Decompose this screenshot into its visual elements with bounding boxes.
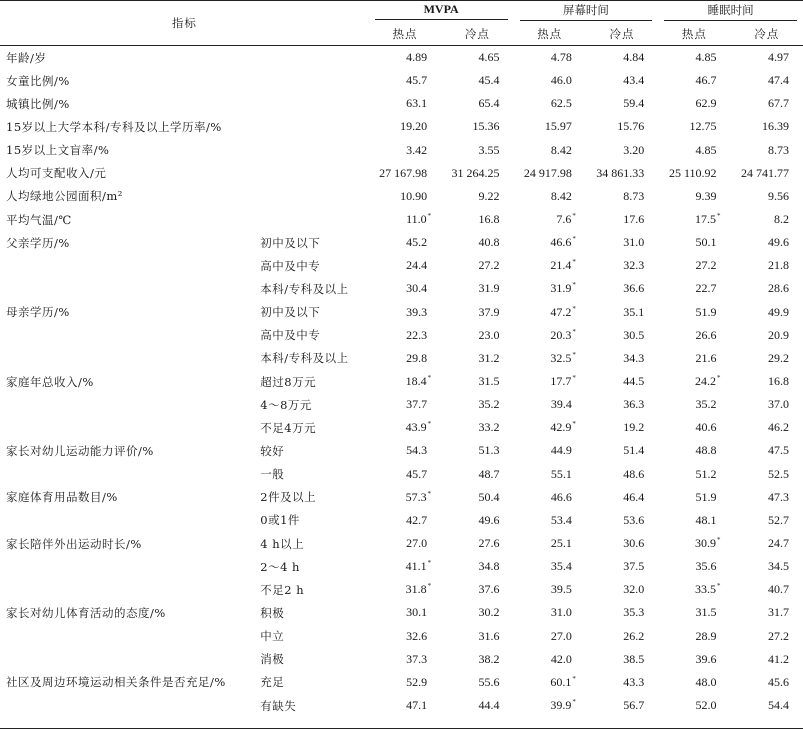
subcol-cold: 冷点 bbox=[441, 22, 513, 46]
value-cell: 48.7 bbox=[478, 466, 500, 481]
category-label bbox=[256, 162, 369, 185]
value-cell: 27.2 bbox=[478, 258, 500, 273]
value-cell: 47.1 bbox=[406, 698, 428, 712]
significance-marker: * bbox=[427, 212, 432, 221]
value-cell: 39.6 bbox=[695, 651, 717, 666]
value-cell: 26.2 bbox=[623, 628, 645, 643]
value-cell: 27.2 bbox=[695, 258, 717, 273]
value-cell: 31 264.25 bbox=[451, 165, 500, 180]
value-cell: 67.7 bbox=[768, 96, 789, 111]
value-cell: 48.6 bbox=[623, 466, 645, 481]
indicator-label bbox=[0, 254, 256, 277]
value-cell: 37.3 bbox=[406, 651, 428, 666]
top-rule bbox=[0, 0, 803, 1]
value-cell: 49.6 bbox=[768, 235, 789, 250]
value-cell: 34 861.33 bbox=[596, 165, 645, 180]
value-cell: 11.0* bbox=[406, 212, 432, 227]
value-cell: 9.22 bbox=[478, 188, 500, 203]
table-row bbox=[0, 92, 803, 115]
value-cell: 28.6 bbox=[768, 281, 789, 296]
table-header bbox=[0, 0, 803, 46]
value-cell: 43.3 bbox=[623, 674, 645, 689]
value-cell: 8.42 bbox=[550, 142, 572, 157]
category-label: 4 h以上 bbox=[260, 536, 305, 551]
value-cell: 31.0 bbox=[623, 235, 645, 250]
value-cell: 46.4 bbox=[623, 489, 645, 504]
value-cell: 37.0 bbox=[768, 397, 789, 412]
value-cell: 32.6 bbox=[406, 628, 428, 643]
value-cell: 43.9* bbox=[405, 420, 432, 435]
value-cell: 8.42 bbox=[550, 188, 572, 203]
value-cell: 27 167.98 bbox=[379, 165, 428, 180]
value-cell: 21.8 bbox=[768, 258, 789, 273]
category-label: 4～8万元 bbox=[260, 397, 312, 412]
value-cell: 48.1 bbox=[695, 512, 717, 527]
indicator-label bbox=[0, 555, 256, 578]
table-body bbox=[0, 46, 803, 718]
value-cell: 40.7 bbox=[768, 582, 789, 597]
value-cell: 33.2 bbox=[478, 420, 500, 435]
significance-marker: * bbox=[572, 698, 576, 706]
category-label: 本科/专科及以上 bbox=[260, 351, 349, 366]
value-cell: 35.6 bbox=[695, 559, 717, 574]
indicator-label: 城镇比例/% bbox=[6, 96, 70, 111]
significance-marker: * bbox=[427, 374, 432, 383]
value-cell: 35.2 bbox=[478, 397, 500, 412]
indicator-label: 家长陪伴外出运动时长/% bbox=[6, 536, 142, 551]
table-row bbox=[0, 555, 803, 578]
value-cell: 30.1 bbox=[406, 605, 428, 620]
value-cell: 50.4 bbox=[478, 489, 500, 504]
value-cell: 27.2 bbox=[768, 628, 789, 643]
value-cell: 46.6* bbox=[550, 235, 576, 250]
table-row bbox=[0, 578, 803, 601]
value-cell: 48.0 bbox=[695, 674, 717, 689]
category-label: 高中及中专 bbox=[260, 258, 321, 273]
value-cell: 24.4 bbox=[406, 258, 428, 273]
value-cell: 31.2 bbox=[478, 350, 500, 365]
indicator-label bbox=[0, 277, 256, 300]
value-cell: 17.5* bbox=[695, 212, 721, 227]
value-cell: 45.6 bbox=[768, 674, 789, 689]
value-cell: 31.9 bbox=[478, 281, 500, 296]
value-cell: 45.7 bbox=[406, 73, 428, 88]
value-cell: 4.97 bbox=[768, 50, 789, 65]
value-cell: 51.2 bbox=[695, 466, 717, 481]
value-cell: 37.9 bbox=[478, 304, 500, 319]
value-cell: 62.5 bbox=[550, 96, 572, 111]
significance-marker: * bbox=[572, 674, 576, 683]
significance-marker: * bbox=[427, 420, 432, 429]
value-cell: 32.0 bbox=[623, 582, 645, 597]
indicator-label bbox=[0, 393, 256, 416]
value-cell: 54.4 bbox=[768, 698, 789, 712]
value-cell: 20.3* bbox=[550, 327, 576, 342]
value-cell: 37.6 bbox=[478, 582, 500, 597]
value-cell: 29.2 bbox=[768, 350, 789, 365]
value-cell: 3.20 bbox=[623, 142, 645, 157]
value-cell: 9.39 bbox=[695, 188, 717, 203]
value-cell: 52.0 bbox=[695, 698, 717, 712]
value-cell: 19.20 bbox=[400, 119, 428, 134]
indicator-label bbox=[0, 324, 256, 347]
value-cell: 36.6 bbox=[623, 281, 645, 296]
value-cell: 30.5 bbox=[623, 327, 645, 342]
significance-marker: * bbox=[572, 304, 576, 313]
value-cell: 31.6 bbox=[478, 628, 500, 643]
value-cell: 53.6 bbox=[623, 512, 645, 527]
table-row bbox=[0, 185, 803, 208]
group-header-screen-time: 屏幕时间 bbox=[514, 0, 659, 22]
value-cell: 37.7 bbox=[406, 397, 428, 412]
value-cell: 47.4 bbox=[768, 73, 789, 88]
value-cell: 51.9 bbox=[695, 489, 717, 504]
category-label bbox=[256, 69, 369, 92]
value-cell: 59.4 bbox=[623, 96, 645, 111]
value-cell: 49.9 bbox=[768, 304, 789, 319]
value-cell: 48.8 bbox=[695, 443, 717, 458]
significance-marker: * bbox=[572, 327, 576, 336]
value-cell: 52.7 bbox=[768, 512, 789, 527]
significance-marker: * bbox=[572, 212, 576, 221]
category-label bbox=[256, 92, 369, 115]
value-cell: 35.4 bbox=[550, 559, 572, 574]
indicator-label bbox=[0, 578, 256, 601]
value-cell: 15.76 bbox=[617, 119, 645, 134]
value-cell: 31.5 bbox=[478, 374, 500, 389]
value-cell: 34.8 bbox=[478, 559, 500, 574]
value-cell: 43.4 bbox=[623, 73, 645, 88]
table-row bbox=[0, 601, 803, 624]
category-label: 较好 bbox=[260, 443, 285, 458]
significance-marker: * bbox=[427, 582, 432, 591]
value-cell: 40.6 bbox=[695, 420, 717, 435]
value-cell: 46.2 bbox=[768, 420, 789, 435]
category-label: 充足 bbox=[260, 675, 285, 690]
value-cell: 7.6* bbox=[556, 212, 576, 227]
value-cell: 41.1* bbox=[405, 559, 432, 574]
subcol-cold: 冷点 bbox=[731, 22, 803, 46]
table-row bbox=[0, 439, 803, 462]
value-cell: 39.4 bbox=[550, 397, 572, 412]
value-cell: 4.85 bbox=[695, 142, 717, 157]
value-cell: 26.6 bbox=[695, 327, 717, 342]
value-cell: 49.6 bbox=[478, 512, 500, 527]
value-cell: 23.0 bbox=[478, 327, 500, 342]
value-cell: 65.4 bbox=[478, 96, 500, 111]
value-cell: 16.39 bbox=[762, 119, 789, 134]
indicator-label: 女童比例/% bbox=[6, 73, 70, 88]
table-row bbox=[0, 324, 803, 347]
category-label bbox=[256, 208, 369, 231]
value-cell: 30.6 bbox=[623, 536, 645, 551]
value-cell: 60.1* bbox=[550, 674, 576, 689]
indicator-label bbox=[0, 648, 256, 671]
indicator-label: 人均可支配收入/元 bbox=[6, 166, 107, 181]
value-cell: 54.3 bbox=[406, 443, 428, 458]
table-row bbox=[0, 370, 803, 393]
category-label: 初中及以下 bbox=[260, 235, 321, 250]
table-row bbox=[0, 694, 803, 717]
table-row bbox=[0, 671, 803, 694]
value-cell: 45.7 bbox=[406, 466, 428, 481]
value-cell: 24.7 bbox=[768, 536, 789, 551]
value-cell: 25.1 bbox=[550, 536, 572, 551]
value-cell: 45.2 bbox=[406, 235, 428, 250]
value-cell: 29.8 bbox=[406, 350, 428, 365]
value-cell: 3.55 bbox=[478, 142, 500, 157]
value-cell: 51.3 bbox=[478, 443, 500, 458]
category-label: 本科/专科及以上 bbox=[260, 281, 349, 296]
value-cell: 18.4* bbox=[405, 374, 432, 389]
indicator-label: 家庭年总收入/% bbox=[6, 374, 94, 389]
value-cell: 46.6 bbox=[550, 489, 572, 504]
table-row bbox=[0, 46, 803, 70]
table-row bbox=[0, 254, 803, 277]
value-cell: 4.65 bbox=[478, 50, 500, 65]
value-cell: 27.6 bbox=[478, 536, 500, 551]
category-label: 消极 bbox=[260, 652, 285, 667]
category-label: 不足2 h bbox=[260, 582, 305, 597]
value-cell: 17.6 bbox=[623, 212, 645, 227]
value-cell: 12.75 bbox=[689, 119, 717, 134]
value-cell: 33.5* bbox=[695, 582, 721, 597]
significance-marker: * bbox=[717, 536, 721, 545]
indicator-label bbox=[0, 509, 256, 532]
value-cell: 46.0 bbox=[550, 73, 572, 88]
value-cell: 16.8 bbox=[478, 212, 500, 227]
table-row bbox=[0, 347, 803, 370]
category-label: 2～4 h bbox=[260, 559, 300, 574]
indicator-label: 社区及周边环境运动相关条件是否充足/% bbox=[6, 675, 226, 690]
category-label: 超过8万元 bbox=[260, 374, 317, 389]
table-row bbox=[0, 532, 803, 555]
value-cell: 36.3 bbox=[623, 397, 645, 412]
value-cell: 8.73 bbox=[623, 188, 645, 203]
value-cell: 37.5 bbox=[623, 559, 645, 574]
value-cell: 30.4 bbox=[406, 281, 428, 296]
value-cell: 63.1 bbox=[406, 96, 428, 111]
value-cell: 32.3 bbox=[623, 258, 645, 273]
value-cell: 9.56 bbox=[768, 188, 789, 203]
value-cell: 39.9* bbox=[550, 698, 576, 712]
group-header-sleep-time: 睡眠时间 bbox=[658, 0, 803, 22]
category-label: 高中及中专 bbox=[260, 328, 321, 343]
table-row bbox=[0, 625, 803, 648]
value-cell: 57.3* bbox=[405, 489, 432, 504]
table-row bbox=[0, 69, 803, 92]
indicator-label bbox=[0, 416, 256, 439]
value-cell: 25 110.92 bbox=[668, 165, 717, 180]
value-cell: 47.3 bbox=[768, 489, 789, 504]
indicator-label: 家长对幼儿体育活动的态度/% bbox=[6, 605, 166, 620]
value-cell: 30.9* bbox=[695, 536, 721, 551]
value-cell: 8.73 bbox=[768, 142, 789, 157]
indicator-label: 年龄/岁 bbox=[6, 50, 47, 65]
bottom-rule bbox=[0, 728, 803, 729]
value-cell: 15.36 bbox=[472, 119, 500, 134]
value-cell: 34.3 bbox=[623, 350, 645, 365]
value-cell: 41.2 bbox=[768, 651, 789, 666]
significance-marker: * bbox=[572, 281, 576, 290]
value-cell: 20.9 bbox=[768, 327, 789, 342]
value-cell: 19.2 bbox=[623, 420, 645, 435]
significance-marker: * bbox=[572, 258, 576, 267]
value-cell: 47.2* bbox=[550, 304, 576, 319]
value-cell: 4.84 bbox=[623, 50, 645, 65]
category-label: 中立 bbox=[260, 629, 285, 644]
indicator-label: 家长对幼儿运动能力评价/% bbox=[6, 443, 154, 458]
category-label: 有缺失 bbox=[260, 698, 297, 713]
table-row bbox=[0, 162, 803, 185]
category-label: 积极 bbox=[260, 605, 285, 620]
category-label: 一般 bbox=[260, 467, 285, 482]
value-cell: 51.4 bbox=[623, 443, 645, 458]
subcol-hot: 热点 bbox=[658, 22, 730, 46]
value-cell: 45.4 bbox=[478, 73, 500, 88]
value-cell: 31.8* bbox=[405, 582, 432, 597]
table-row bbox=[0, 139, 803, 162]
table-row bbox=[0, 486, 803, 509]
significance-marker: * bbox=[427, 559, 432, 568]
value-cell: 38.5 bbox=[623, 651, 645, 666]
value-cell: 31.5 bbox=[695, 605, 717, 620]
subcol-hot: 热点 bbox=[514, 22, 586, 46]
value-cell: 28.9 bbox=[695, 628, 717, 643]
indicator-label: 15岁以上大学本科/专科及以上学历率/% bbox=[6, 119, 222, 134]
value-cell: 50.1 bbox=[695, 235, 717, 250]
table-row bbox=[0, 416, 803, 439]
indicator-label: 家庭体育用品数目/% bbox=[6, 490, 118, 505]
indicator-label bbox=[0, 694, 256, 717]
indicator-label bbox=[0, 625, 256, 648]
significance-marker: * bbox=[717, 374, 721, 383]
value-cell: 39.5 bbox=[550, 582, 572, 597]
value-cell: 21.4* bbox=[550, 258, 576, 273]
indicator-label: 平均气温/℃ bbox=[6, 212, 72, 227]
subcol-hot: 热点 bbox=[369, 22, 441, 46]
value-cell: 22.7 bbox=[695, 281, 717, 296]
value-cell: 38.2 bbox=[478, 651, 500, 666]
category-label bbox=[256, 185, 369, 208]
value-cell: 4.85 bbox=[695, 50, 717, 65]
value-cell: 8.2 bbox=[774, 212, 789, 227]
indicator-label bbox=[0, 347, 256, 370]
value-cell: 17.7* bbox=[550, 374, 576, 389]
table-row bbox=[0, 463, 803, 486]
value-cell: 56.7 bbox=[623, 698, 645, 712]
indicator-header: 指标 bbox=[0, 0, 369, 46]
indicator-label bbox=[0, 463, 256, 486]
value-cell: 24 917.98 bbox=[523, 165, 572, 180]
category-label bbox=[256, 115, 369, 138]
category-label: 初中及以下 bbox=[260, 305, 321, 320]
table-row bbox=[0, 231, 803, 254]
significance-marker: * bbox=[572, 420, 576, 429]
table-row bbox=[0, 648, 803, 671]
table-row bbox=[0, 509, 803, 532]
value-cell: 44.4 bbox=[478, 698, 500, 712]
value-cell: 27.0 bbox=[550, 628, 572, 643]
value-cell: 52.9 bbox=[406, 674, 428, 689]
value-cell: 30.2 bbox=[478, 605, 500, 620]
indicator-label: 人均绿地公园面积/m² bbox=[6, 189, 123, 204]
value-cell: 52.5 bbox=[768, 466, 789, 481]
indicator-label: 母亲学历/% bbox=[6, 305, 70, 320]
value-cell: 47.5 bbox=[768, 443, 789, 458]
value-cell: 3.42 bbox=[406, 142, 428, 157]
value-cell: 16.8 bbox=[768, 374, 789, 389]
value-cell: 35.3 bbox=[623, 605, 645, 620]
value-cell: 31.0 bbox=[550, 605, 572, 620]
value-cell: 51.9 bbox=[695, 304, 717, 319]
value-cell: 31.7 bbox=[768, 605, 789, 620]
category-label bbox=[256, 46, 369, 70]
table-row bbox=[0, 301, 803, 324]
value-cell: 4.78 bbox=[550, 50, 572, 65]
significance-marker: * bbox=[572, 374, 576, 383]
significance-marker: * bbox=[572, 235, 576, 244]
value-cell: 44.5 bbox=[623, 374, 645, 389]
value-cell: 35.1 bbox=[623, 304, 645, 319]
table-row bbox=[0, 277, 803, 300]
value-cell: 55.1 bbox=[550, 466, 572, 481]
table-row bbox=[0, 115, 803, 138]
value-cell: 35.2 bbox=[695, 397, 717, 412]
value-cell: 24.2* bbox=[695, 374, 721, 389]
indicator-label: 15岁以上文盲率/% bbox=[6, 143, 110, 158]
value-cell: 10.90 bbox=[400, 188, 428, 203]
value-cell: 42.7 bbox=[406, 512, 428, 527]
value-cell: 27.0 bbox=[406, 536, 428, 551]
value-cell: 15.97 bbox=[544, 119, 572, 134]
value-cell: 39.3 bbox=[406, 304, 428, 319]
table-row bbox=[0, 208, 803, 231]
significance-marker: * bbox=[717, 212, 721, 221]
category-label: 不足4万元 bbox=[260, 420, 317, 435]
category-label: 0或1件 bbox=[260, 513, 300, 528]
significance-marker: * bbox=[572, 350, 576, 359]
value-cell: 32.5* bbox=[550, 350, 576, 365]
value-cell: 42.9* bbox=[550, 420, 576, 435]
indicator-label: 父亲学历/% bbox=[6, 235, 70, 250]
value-cell: 22.3 bbox=[406, 327, 428, 342]
subcol-cold: 冷点 bbox=[586, 22, 658, 46]
category-label: 2件及以上 bbox=[260, 490, 317, 505]
table-row bbox=[0, 393, 803, 416]
value-cell: 24 741.77 bbox=[741, 165, 789, 180]
value-cell: 34.5 bbox=[768, 559, 789, 574]
value-cell: 42.0 bbox=[550, 651, 572, 666]
value-cell: 53.4 bbox=[550, 512, 572, 527]
significance-marker: * bbox=[717, 582, 721, 591]
value-cell: 55.6 bbox=[478, 674, 500, 689]
value-cell: 62.9 bbox=[695, 96, 717, 111]
significance-marker: * bbox=[427, 489, 432, 498]
value-cell: 40.8 bbox=[478, 235, 500, 250]
value-cell: 46.7 bbox=[695, 73, 717, 88]
value-cell: 4.89 bbox=[406, 50, 428, 65]
value-cell: 44.9 bbox=[550, 443, 572, 458]
category-label bbox=[256, 139, 369, 162]
value-cell: 31.9* bbox=[550, 281, 576, 296]
value-cell: 21.6 bbox=[695, 350, 717, 365]
group-header-mvpa: MVPA bbox=[369, 0, 514, 22]
